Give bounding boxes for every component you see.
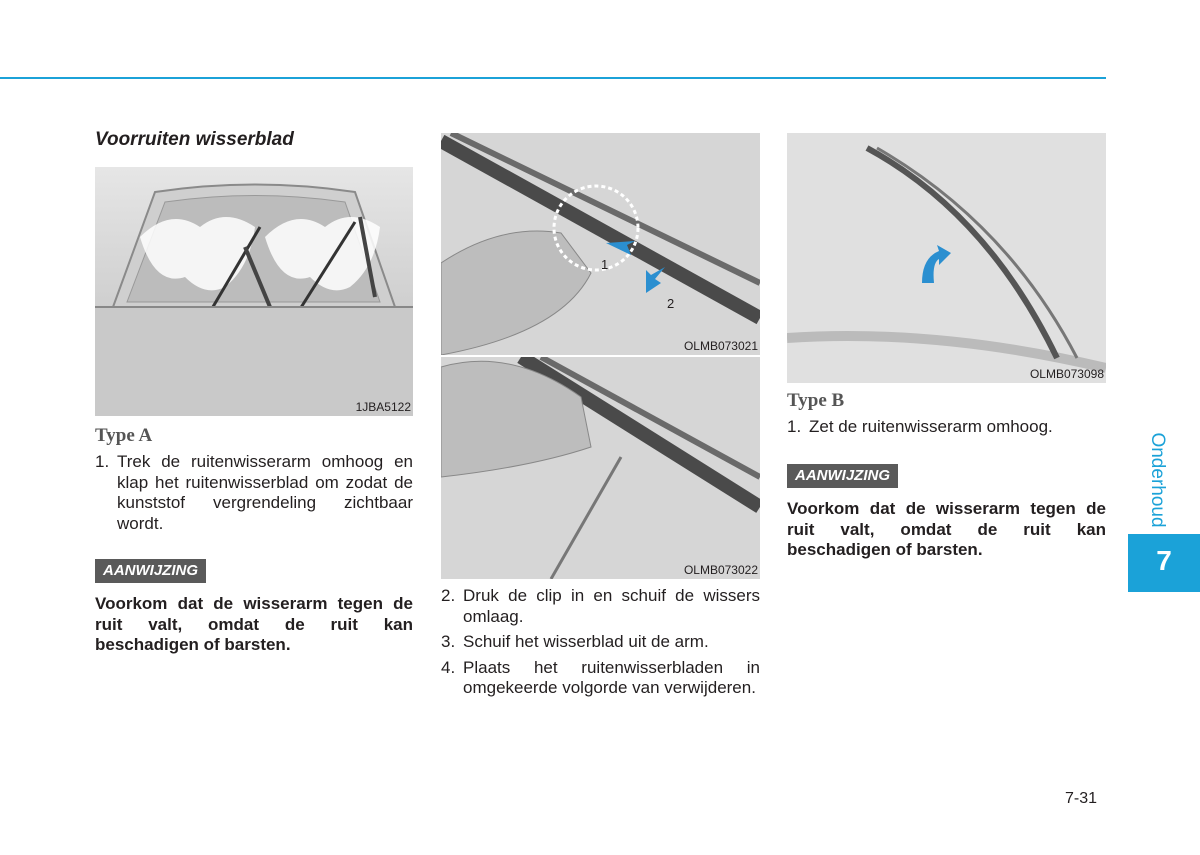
step-number: 1. [95,452,110,471]
figure-code: OLMB073098 [1029,367,1104,381]
chapter-side-label [1140,430,1174,530]
notice-text: Voorkom dat de wisserarm tegen de ruit valt, omdat de ruit kan beschadigen of barsten. [787,499,1106,559]
slide-blade-illustration [441,357,760,579]
section-title: Voorruiten wisserblad [95,129,294,150]
notice-badge: AANWIJZING [95,559,206,583]
step-number: 1. [787,417,802,436]
step-text: Druk de clip in en schuif de wissers omlaag. [463,586,760,626]
figure-code: 1JBA5122 [355,400,411,414]
step-text: Zet de ruitenwisserarm omhoog. [809,417,1053,436]
figure-windshield [95,167,413,416]
page-number: 7-31 [1065,790,1098,807]
step-number: 3. [441,632,456,651]
raise-arm-illustration [787,133,1106,383]
figure-code: OLMB073021 [683,339,758,353]
step-text: Schuif het wisserblad uit de arm. [463,632,709,651]
list-item [441,658,760,699]
windshield-illustration [95,167,413,416]
figure-code: OLMB073022 [683,563,758,577]
type-b-steps [787,417,1106,443]
list-item [441,586,760,627]
header-rule [0,77,1106,79]
clip-press-illustration [441,133,760,355]
list-item [441,632,760,653]
list-item [95,452,413,534]
type-a-steps [95,452,413,539]
step-text: Plaats het ruitenwisserbladen in omgekeerde volgorde van verwijderen. [463,657,760,697]
type-a-heading: Type A [95,425,153,446]
figure-slide-blade [441,357,760,579]
step-number: 4. [441,657,456,677]
step-number: 2. [441,586,456,605]
marker-1: 1 [601,257,609,272]
list-item [787,417,1106,438]
notice-text: Voorkom dat de wisserarm tegen de ruit valt, omdat de ruit kan beschadigen of barsten. [95,594,413,654]
chapter-tab: 7 [1128,534,1200,592]
notice-badge: AANWIJZING [787,464,898,488]
type-b-heading: Type B [787,390,845,411]
chapter-name: Onderhoud [1147,432,1168,528]
figure-raise-arm [787,133,1106,383]
step-text: Trek de ruitenwisserarm omhoog en klap het ruitenwisserblad om zodat de kunststof vergrendeling zichtbaar wordt. [117,452,413,533]
marker-2: 2 [667,296,675,311]
figure-clip-press [441,133,760,355]
middle-steps [441,586,760,704]
